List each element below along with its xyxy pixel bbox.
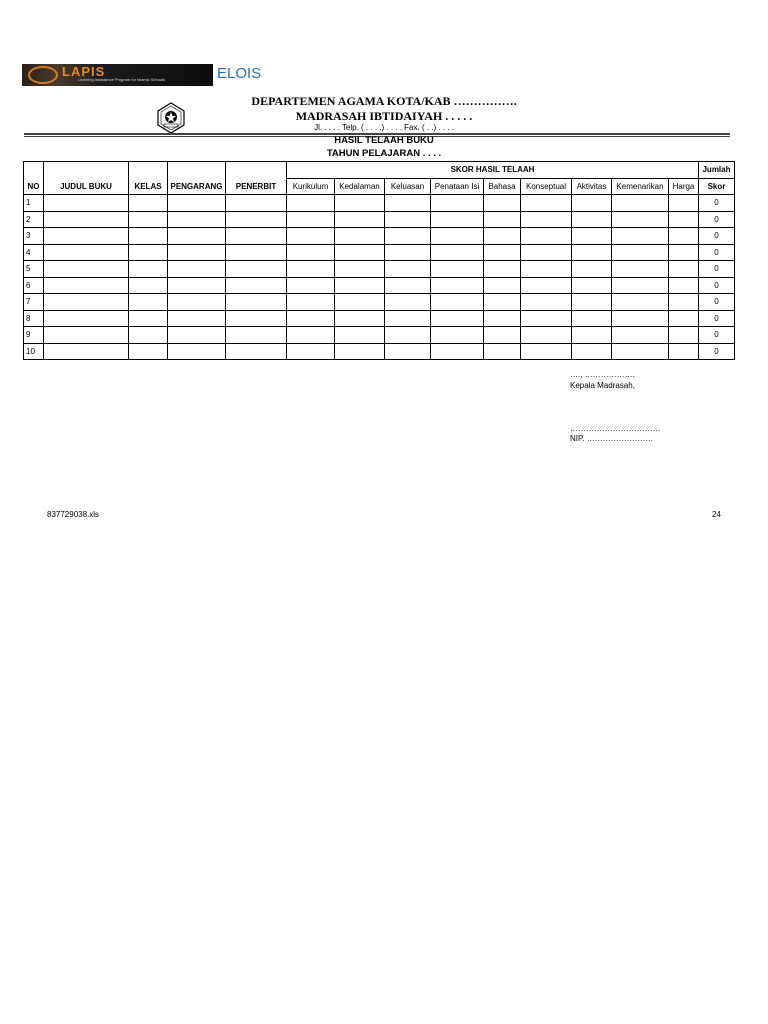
logo-text: LAPIS xyxy=(62,64,106,79)
empty-cell xyxy=(129,261,168,278)
empty-cell xyxy=(612,343,669,360)
empty-cell xyxy=(572,211,612,228)
empty-cell xyxy=(669,343,699,360)
empty-cell xyxy=(484,195,521,212)
row-jumlah-skor: 0 xyxy=(699,195,735,212)
empty-cell xyxy=(287,294,335,311)
empty-cell xyxy=(572,327,612,344)
empty-cell xyxy=(385,343,431,360)
empty-cell xyxy=(431,228,484,245)
empty-cell xyxy=(44,294,129,311)
empty-cell xyxy=(572,294,612,311)
empty-cell xyxy=(168,343,226,360)
empty-cell xyxy=(287,195,335,212)
empty-cell xyxy=(168,327,226,344)
empty-cell xyxy=(385,244,431,261)
empty-cell xyxy=(168,244,226,261)
row-jumlah-skor: 0 xyxy=(699,261,735,278)
empty-cell xyxy=(521,244,572,261)
table-row xyxy=(24,228,735,245)
empty-cell xyxy=(521,327,572,344)
table-row xyxy=(24,294,735,311)
row-number: 4 xyxy=(24,244,44,261)
empty-cell xyxy=(612,195,669,212)
logo-swoosh-icon xyxy=(28,66,58,84)
logo-tagline: Learning Assistance Program for Islamic Schools xyxy=(78,77,165,82)
signature-name-line: ……………………………. xyxy=(570,424,661,433)
empty-cell xyxy=(669,261,699,278)
empty-cell xyxy=(335,211,385,228)
empty-cell xyxy=(612,244,669,261)
empty-cell xyxy=(431,244,484,261)
empty-cell xyxy=(44,343,129,360)
empty-cell xyxy=(385,277,431,294)
row-jumlah-skor: 0 xyxy=(699,310,735,327)
empty-cell xyxy=(226,277,287,294)
empty-cell xyxy=(484,343,521,360)
empty-cell xyxy=(335,195,385,212)
empty-cell xyxy=(168,294,226,311)
empty-cell xyxy=(335,261,385,278)
address-line: Jl. . . . . Telp. ( . . . .) . . . . Fax. ( . .) . . . . xyxy=(314,123,454,132)
empty-cell xyxy=(287,310,335,327)
row-number: 2 xyxy=(24,211,44,228)
empty-cell xyxy=(612,277,669,294)
empty-cell xyxy=(612,310,669,327)
header-penataan-isi: Penataan Isi xyxy=(431,178,484,195)
row-number: 10 xyxy=(24,343,44,360)
empty-cell xyxy=(129,343,168,360)
empty-cell xyxy=(669,211,699,228)
empty-cell xyxy=(431,343,484,360)
empty-cell xyxy=(385,327,431,344)
header-pengarang: PENGARANG xyxy=(168,162,226,195)
empty-cell xyxy=(572,310,612,327)
table-row xyxy=(24,343,735,360)
row-jumlah-skor: 0 xyxy=(699,211,735,228)
empty-cell xyxy=(335,277,385,294)
empty-cell xyxy=(44,244,129,261)
empty-cell xyxy=(484,277,521,294)
header-konseptual: Konseptual xyxy=(521,178,572,195)
row-jumlah-skor: 0 xyxy=(699,244,735,261)
empty-cell xyxy=(168,228,226,245)
empty-cell xyxy=(669,310,699,327)
department-heading: DEPARTEMEN AGAMA KOTA/KAB ……………. xyxy=(251,94,517,108)
empty-cell xyxy=(484,211,521,228)
empty-cell xyxy=(168,277,226,294)
empty-cell xyxy=(521,228,572,245)
empty-cell xyxy=(484,261,521,278)
empty-cell xyxy=(129,277,168,294)
empty-cell xyxy=(431,294,484,311)
empty-cell xyxy=(612,261,669,278)
empty-cell xyxy=(44,310,129,327)
row-number: 8 xyxy=(24,310,44,327)
empty-cell xyxy=(129,195,168,212)
empty-cell xyxy=(287,277,335,294)
header-kurikulum: Kurikulum xyxy=(287,178,335,195)
footer-filename: 837729038.xls xyxy=(47,510,100,519)
report-title: HASIL TELAAH BUKU xyxy=(334,135,434,146)
header-judul-buku: JUDUL BUKU xyxy=(44,162,129,195)
empty-cell xyxy=(572,195,612,212)
empty-cell xyxy=(521,294,572,311)
row-number: 1 xyxy=(24,195,44,212)
empty-cell xyxy=(129,327,168,344)
header-keluasan: Keluasan xyxy=(385,178,431,195)
table-row xyxy=(24,327,735,344)
empty-cell xyxy=(521,343,572,360)
row-number: 3 xyxy=(24,228,44,245)
header-bahasa: Bahasa xyxy=(484,178,521,195)
empty-cell xyxy=(226,327,287,344)
empty-cell xyxy=(431,310,484,327)
header-jumlah: Jumlah xyxy=(699,162,735,179)
empty-cell xyxy=(669,277,699,294)
empty-cell xyxy=(335,343,385,360)
empty-cell xyxy=(385,310,431,327)
empty-cell xyxy=(335,244,385,261)
empty-cell xyxy=(431,211,484,228)
empty-cell xyxy=(129,294,168,311)
empty-cell xyxy=(385,294,431,311)
empty-cell xyxy=(572,228,612,245)
empty-cell xyxy=(129,244,168,261)
empty-cell xyxy=(44,327,129,344)
school-heading: MADRASAH IBTIDAIYAH . . . . . xyxy=(295,109,473,123)
empty-cell xyxy=(168,261,226,278)
empty-cell xyxy=(484,310,521,327)
row-jumlah-skor: 0 xyxy=(699,277,735,294)
empty-cell xyxy=(612,294,669,311)
empty-cell xyxy=(431,277,484,294)
table-row xyxy=(24,195,735,212)
empty-cell xyxy=(44,277,129,294)
header-kelas: KELAS xyxy=(129,162,168,195)
empty-cell xyxy=(521,195,572,212)
row-number: 6 xyxy=(24,277,44,294)
empty-cell xyxy=(385,195,431,212)
lapis-logo-banner xyxy=(22,64,213,86)
empty-cell xyxy=(168,310,226,327)
empty-cell xyxy=(612,327,669,344)
empty-cell xyxy=(669,195,699,212)
header-skor: Skor xyxy=(699,178,735,195)
empty-cell xyxy=(44,211,129,228)
empty-cell xyxy=(335,228,385,245)
empty-cell xyxy=(226,195,287,212)
empty-cell xyxy=(226,228,287,245)
empty-cell xyxy=(521,310,572,327)
table-row xyxy=(24,244,735,261)
empty-cell xyxy=(226,261,287,278)
empty-cell xyxy=(168,195,226,212)
book-review-table xyxy=(23,161,735,360)
academic-year: TAHUN PELAJARAN . . . . xyxy=(326,148,442,159)
empty-cell xyxy=(287,261,335,278)
empty-cell xyxy=(669,228,699,245)
signature-place-date: …., ………………. xyxy=(570,370,635,379)
table-body xyxy=(24,195,735,360)
empty-cell xyxy=(44,228,129,245)
empty-cell xyxy=(44,195,129,212)
empty-cell xyxy=(226,343,287,360)
empty-cell xyxy=(168,211,226,228)
empty-cell xyxy=(612,228,669,245)
empty-cell xyxy=(484,244,521,261)
empty-cell xyxy=(226,294,287,311)
empty-cell xyxy=(226,244,287,261)
empty-cell xyxy=(44,261,129,278)
empty-cell xyxy=(484,327,521,344)
empty-cell xyxy=(287,244,335,261)
empty-cell xyxy=(572,261,612,278)
row-jumlah-skor: 0 xyxy=(699,294,735,311)
empty-cell xyxy=(669,327,699,344)
row-number: 9 xyxy=(24,327,44,344)
table-row xyxy=(24,310,735,327)
empty-cell xyxy=(287,343,335,360)
row-number: 7 xyxy=(24,294,44,311)
empty-cell xyxy=(226,310,287,327)
empty-cell xyxy=(521,261,572,278)
empty-cell xyxy=(385,261,431,278)
empty-cell xyxy=(521,277,572,294)
signature-nip: NIP. ……………………. xyxy=(570,434,653,443)
header-kemenarikan: Kemenarikan xyxy=(612,178,669,195)
table-row xyxy=(24,261,735,278)
header-no: NO xyxy=(24,162,44,195)
empty-cell xyxy=(129,211,168,228)
empty-cell xyxy=(335,294,385,311)
empty-cell xyxy=(287,211,335,228)
brand-name: ELOIS xyxy=(217,65,262,82)
empty-cell xyxy=(431,327,484,344)
empty-cell xyxy=(431,261,484,278)
header-aktivitas: Aktivitas xyxy=(572,178,612,195)
empty-cell xyxy=(287,228,335,245)
header-penerbit: PENERBIT xyxy=(226,162,287,195)
footer-page-number: 24 xyxy=(712,510,721,519)
header-kedalaman: Kedalaman xyxy=(335,178,385,195)
empty-cell xyxy=(484,228,521,245)
empty-cell xyxy=(385,211,431,228)
empty-cell xyxy=(484,294,521,311)
row-jumlah-skor: 0 xyxy=(699,327,735,344)
empty-cell xyxy=(226,211,287,228)
empty-cell xyxy=(335,310,385,327)
empty-cell xyxy=(335,327,385,344)
table-row xyxy=(24,211,735,228)
empty-cell xyxy=(572,343,612,360)
empty-cell xyxy=(129,228,168,245)
empty-cell xyxy=(669,294,699,311)
empty-cell xyxy=(129,310,168,327)
empty-cell xyxy=(521,211,572,228)
empty-cell xyxy=(385,228,431,245)
row-number: 5 xyxy=(24,261,44,278)
signature-role: Kepala Madrasah, xyxy=(570,381,635,390)
empty-cell xyxy=(669,244,699,261)
row-jumlah-skor: 0 xyxy=(699,228,735,245)
header-harga: Harga xyxy=(669,178,699,195)
empty-cell xyxy=(431,195,484,212)
table-row xyxy=(24,277,735,294)
row-jumlah-skor: 0 xyxy=(699,343,735,360)
header-skor-group: SKOR HASIL TELAAH xyxy=(287,162,699,179)
empty-cell xyxy=(287,327,335,344)
empty-cell xyxy=(572,277,612,294)
empty-cell xyxy=(572,244,612,261)
empty-cell xyxy=(612,211,669,228)
